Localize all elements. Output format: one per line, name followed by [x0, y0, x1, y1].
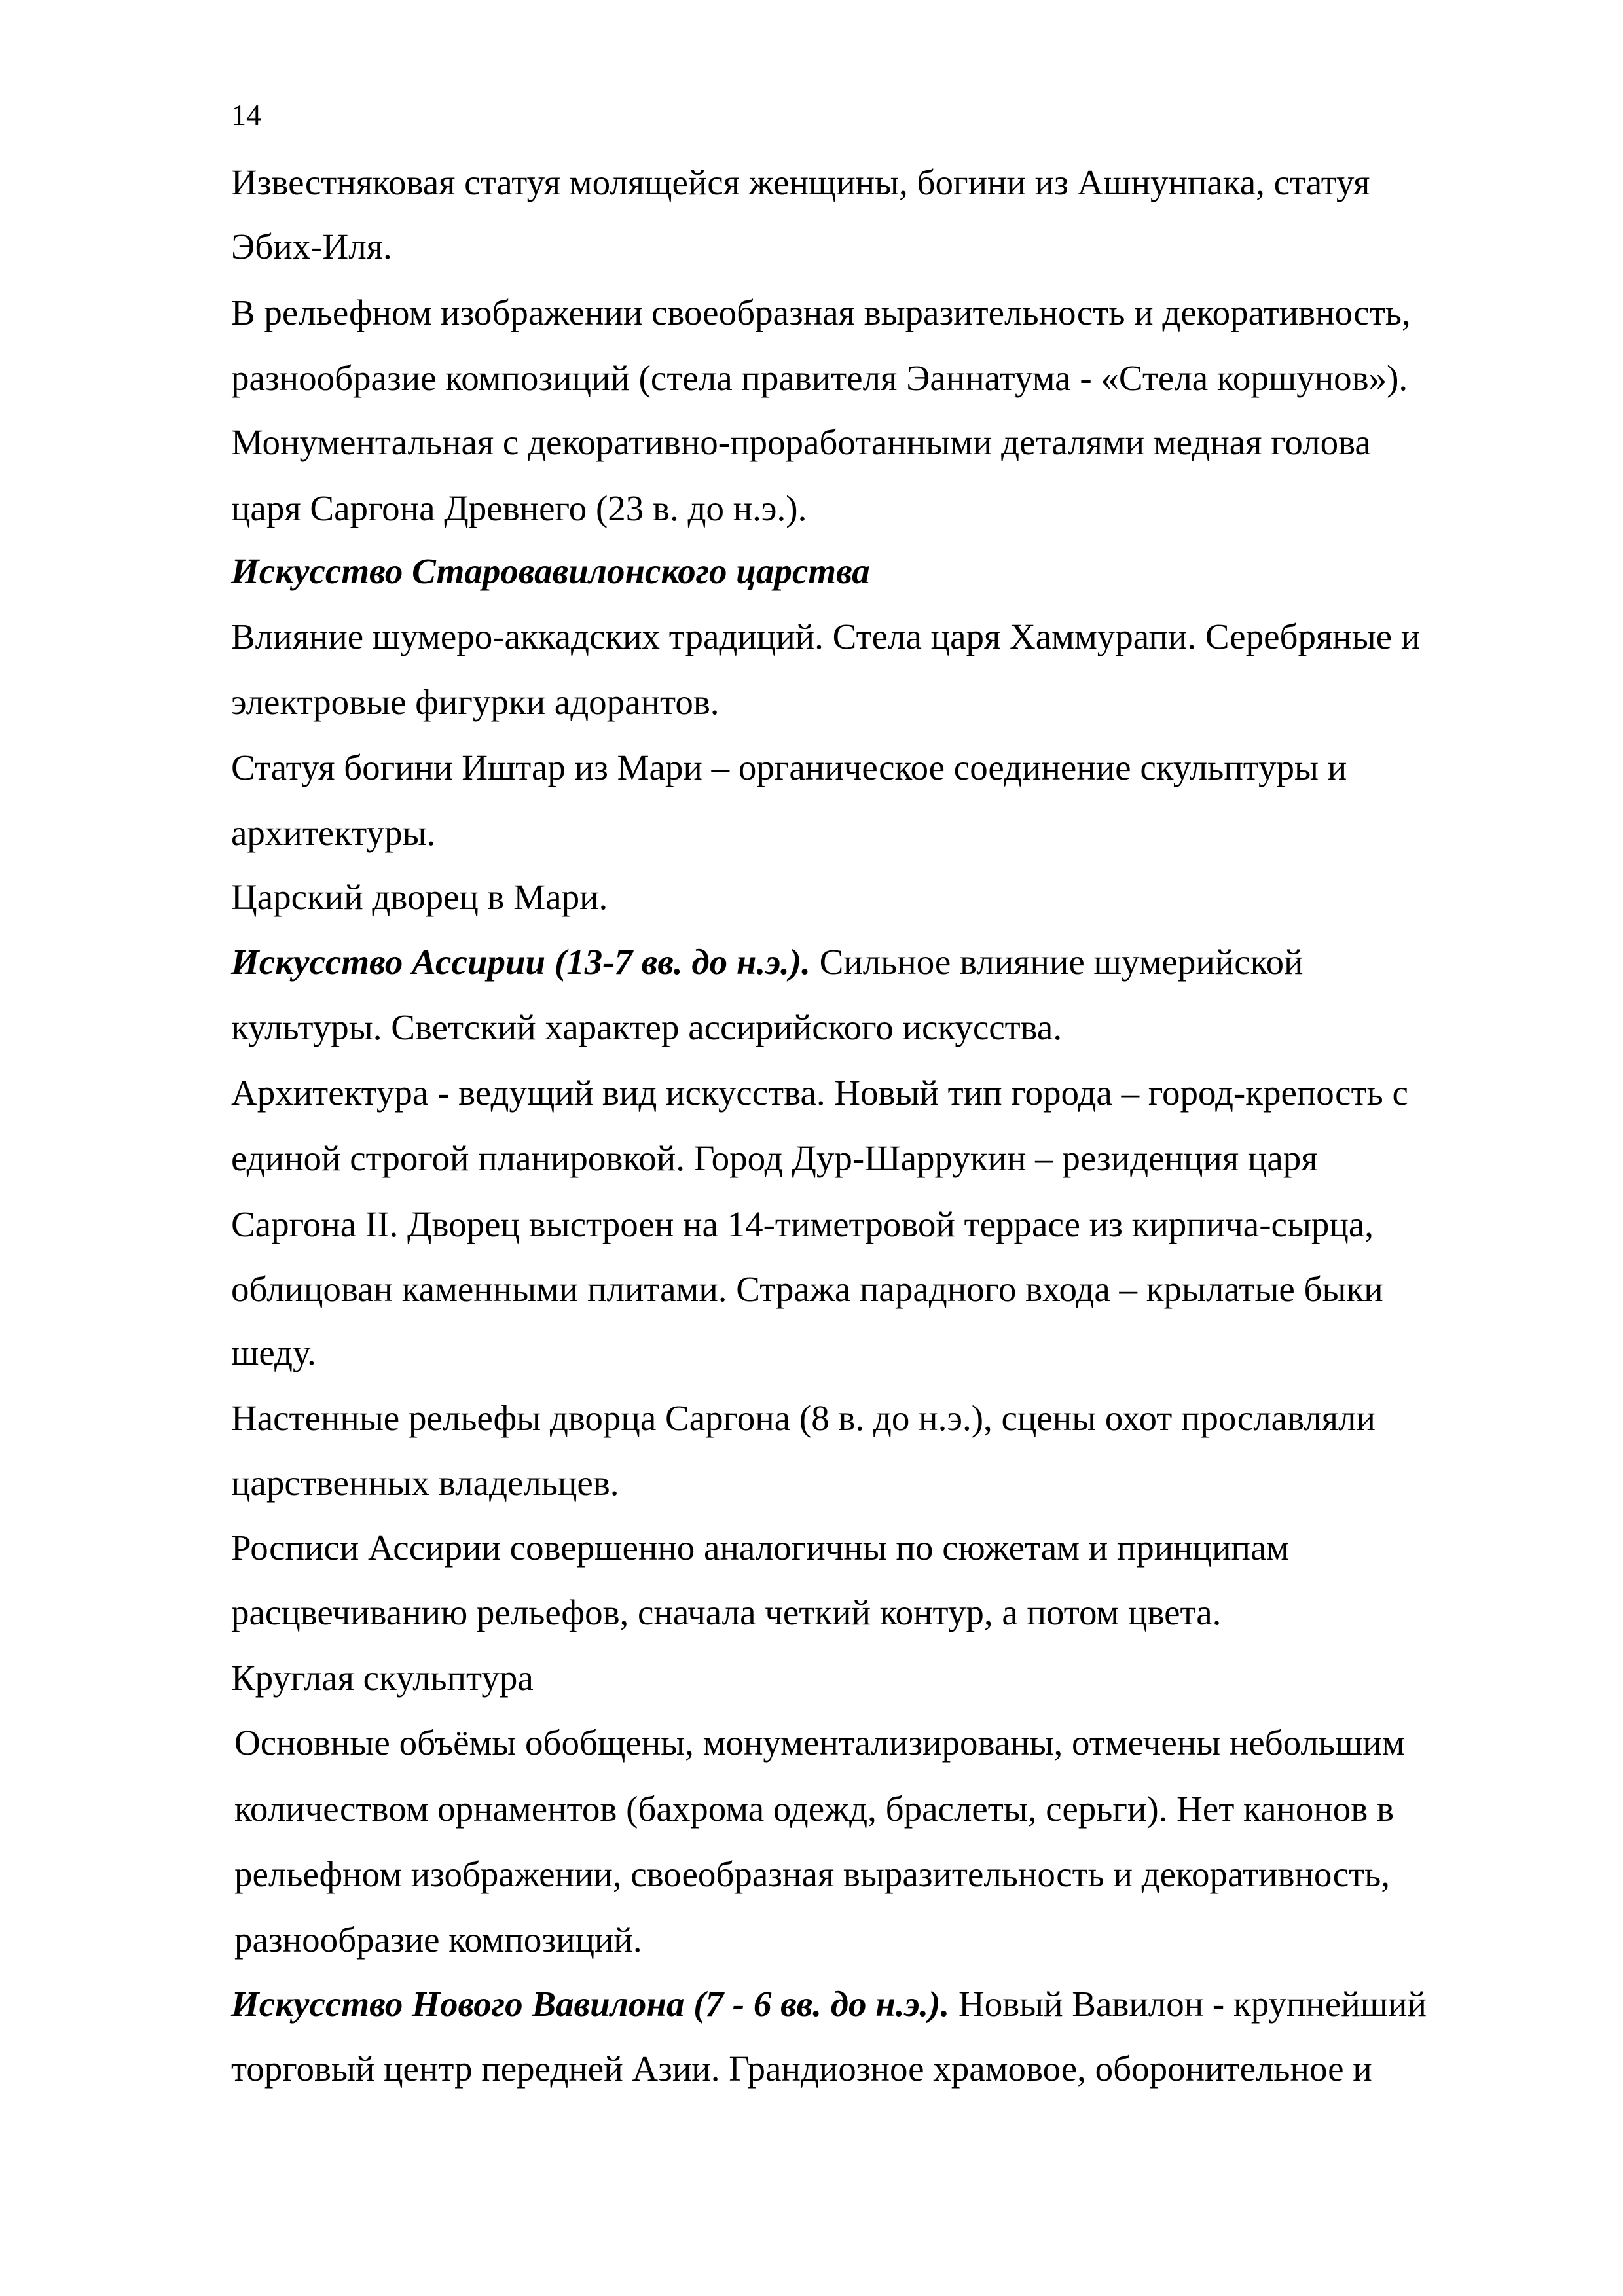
text-line: Саргона II. Дворец выстроен на 14-тиметровой террасе из кирпича-сырца, — [231, 1204, 1374, 1244]
text-line: архитектуры. — [231, 813, 436, 853]
text-line: Влияние шумеро-аккадских традиций. Стела царя Хаммурапи. Серебряные и — [231, 617, 1421, 656]
text-line: культуры. Светский характер ассирийского искусства. — [231, 1007, 1063, 1047]
text-line: Известняковая статуя молящейся женщины, богини из Ашнунпака, статуя — [231, 162, 1370, 202]
text-line: шеду. — [231, 1333, 316, 1372]
text-line: разнообразие композиций. — [234, 1920, 642, 1960]
text-line: количеством орнаментов (бахрома одежд, браслеты, серьги). Нет канонов в — [234, 1789, 1394, 1829]
section-heading-line — [231, 941, 1303, 984]
heading-continuation: Новый Вавилон - крупнейший — [949, 1984, 1427, 2024]
heading-text: Искусство Старовавилонского царства — [231, 551, 870, 591]
text-line: Монументальная с декоративно-проработанными деталями медная голова — [231, 422, 1371, 462]
text-line: рельефном изображении, своеобразная выразительность и декоративность, — [234, 1854, 1390, 1894]
text-line: Круглая скульптура — [231, 1658, 534, 1698]
heading-continuation: Сильное влияние шумерийской — [810, 942, 1304, 982]
heading-text: Искусство Нового Вавилона (7 - 6 вв. до н.э.). — [231, 1984, 950, 2024]
text-line: Основные объёмы обобщены, монументализированы, отмечены небольшим — [234, 1723, 1405, 1763]
text-line: единой строгой планировкой. Город Дур-Шаррукин – резиденция царя — [231, 1138, 1318, 1178]
text-line: В рельефном изображении своеобразная выразительность и декоративность, — [231, 293, 1411, 332]
text-line: облицован каменными плитами. Стража парадного входа – крылатые быки — [231, 1269, 1383, 1309]
text-line: Царский дворец в Мари. — [231, 877, 608, 917]
text-line: расцвечиванию рельефов, сначала четкий контур, а потом цвета. — [231, 1592, 1222, 1632]
text-line: царя Саргона Древнего (23 в. до н.э.). — [231, 488, 807, 528]
text-line: разнообразие композиций (стела правителя Эаннатума - «Стела коршунов»). — [231, 358, 1408, 398]
section-heading — [231, 550, 870, 593]
text-line: Статуя богини Иштар из Мари – органическое соединение скульптуры и — [231, 747, 1347, 787]
text-line: Росписи Ассирии совершенно аналогичны по сюжетам и принципам — [231, 1528, 1290, 1568]
section-heading-line — [231, 1982, 1427, 2026]
text-line: торговый центр передней Азии. Грандиозное храмовое, оборонительное и — [231, 2049, 1372, 2089]
text-line: электровые фигурки адорантов. — [231, 682, 720, 722]
text-line: Настенные рельефы дворца Саргона (8 в. до н.э.), сцены охот прославляли — [231, 1398, 1376, 1438]
heading-text: Искусство Ассирии (13-7 вв. до н.э.). — [231, 942, 811, 982]
text-line: Эбих-Иля. — [231, 226, 392, 266]
text-line: царственных владельцев. — [231, 1463, 619, 1503]
page-number: 14 — [231, 98, 261, 132]
text-line: Архитектура - ведущий вид искусства. Новый тип города – город-крепость с — [231, 1073, 1408, 1113]
